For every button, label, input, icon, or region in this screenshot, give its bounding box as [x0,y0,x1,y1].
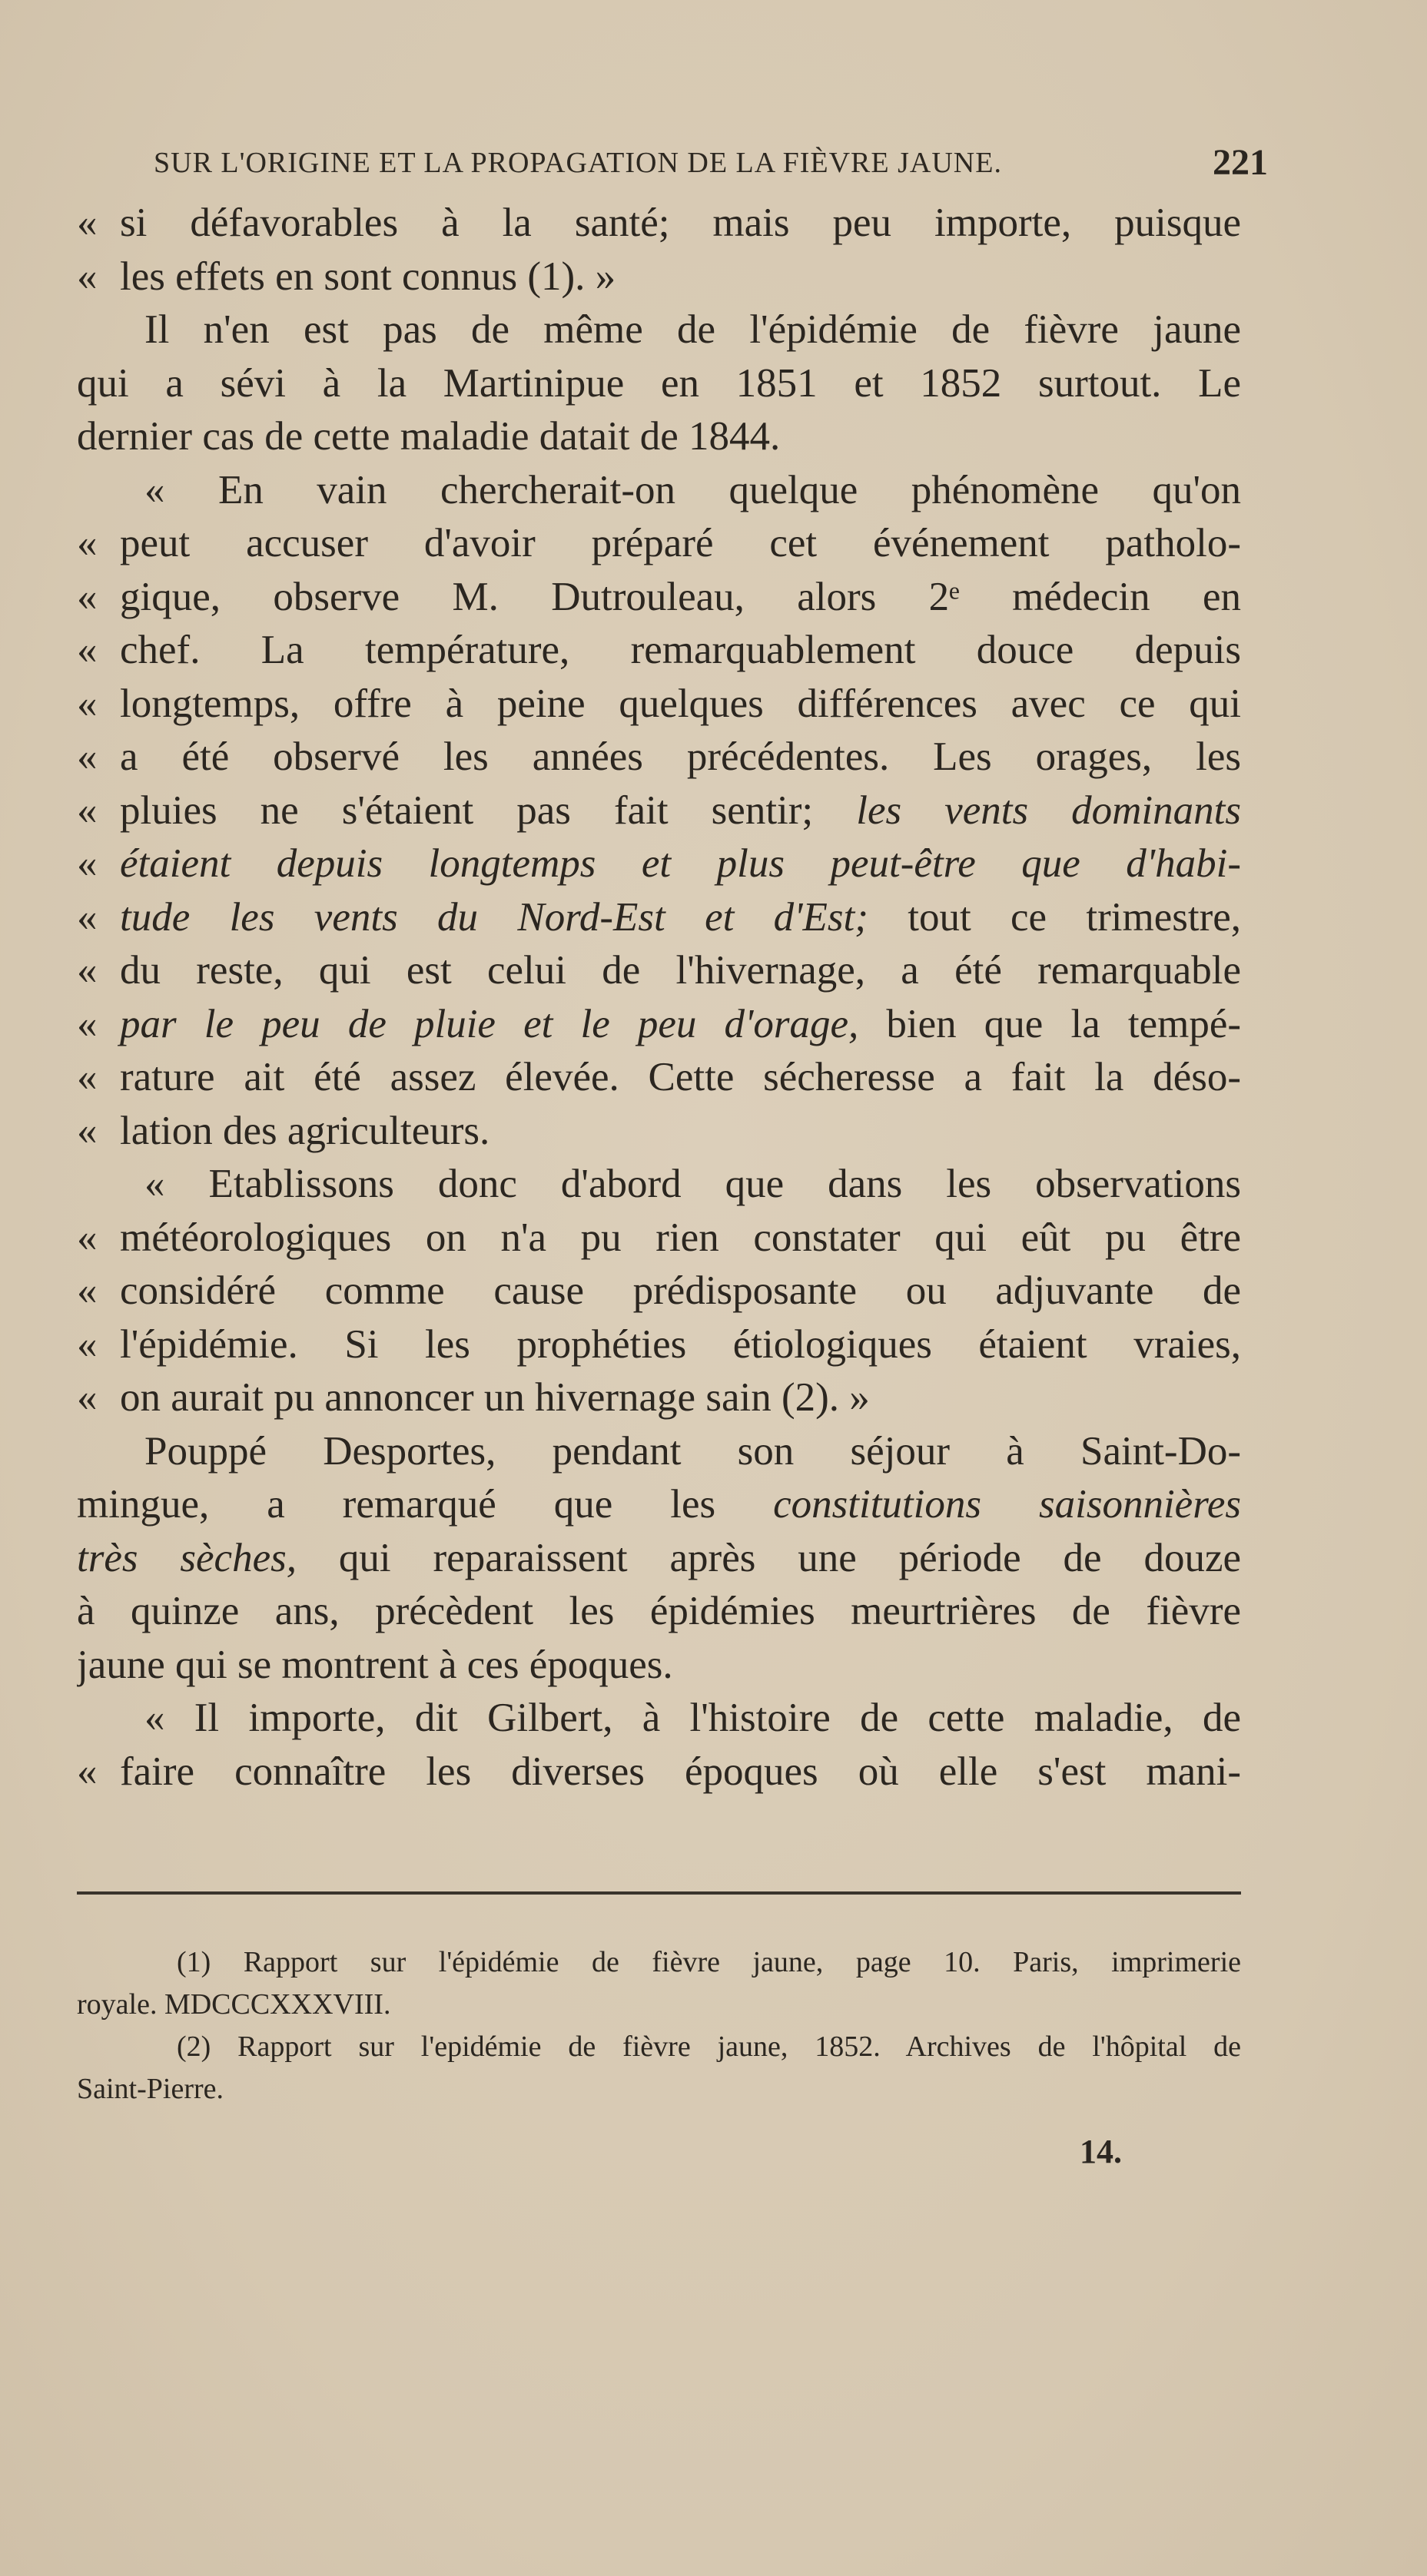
text-line: dernier cas de cette maladie datait de 1844. [77,414,781,459]
text-line: « météorologiques on n'a pu rien constater qui eût pu être [77,1212,1241,1265]
text-line: « Il importe, dit Gilbert, à l'histoire de cette maladie, de [144,1696,1241,1740]
footnote-line: Saint-Pierre. [77,2073,224,2105]
quote-mark: « [77,574,98,619]
text-line: Il n'en est pas de même de l'épidémie de fièvre jaune [144,307,1241,352]
text-line: « lation des agriculteurs. [77,1105,1241,1159]
quote-mark: « [77,681,98,726]
text-line: « faire connaître les diverses époques où elle s'est mani- [77,1746,1241,1799]
footnote-rule [77,1891,1241,1895]
text-line: « rature ait été assez élevée. Cette sécheresse a fait la déso- [77,1051,1241,1105]
text-line: « si défavorables à la santé; mais peu importe, puisque [77,197,1241,250]
text-line: mingue, a remarqué que les constitutions saisonnières [77,1482,1241,1527]
quote-mark: « [77,1001,98,1046]
text-line: « longtemps, offre à peine quelques différences avec ce qui [77,678,1241,731]
running-head: SUR L'ORIGINE ET LA PROPAGATION DE LA FIÈVRE JAUNE. [154,147,1002,179]
text-line: « peut accuser d'avoir préparé cet événement patholo- [77,517,1241,571]
quote-mark: « [77,841,98,886]
text-line: « les effets en sont connus (1). » [77,250,1241,304]
text-line: « Etablissons donc d'abord que dans les observations [144,1162,1241,1206]
text-line: « chef. La température, remarquablement douce depuis [77,624,1241,678]
text-line: « a été observé les années précédentes. Les orages, les [77,731,1241,784]
body-text [77,197,1241,1799]
quote-mark: « [77,894,98,940]
signature-mark: 14. [1080,2133,1122,2170]
quote-mark: « [77,1108,98,1153]
quote-mark: « [77,1055,98,1099]
quote-mark: « [77,1268,98,1313]
text-line: Pouppé Desportes, pendant son séjour à Saint-Do- [144,1428,1241,1474]
text-line: « étaient depuis longtemps et plus peut-être que d'habi- [77,837,1241,891]
quote-mark: « [77,1749,98,1794]
quote-mark: « [77,628,98,672]
quote-mark: « [77,521,98,565]
text-line: « par le peu de pluie et le peu d'orage, bien que la tempé- [77,998,1241,1052]
quote-mark: « [77,1375,98,1420]
quote-mark: « [77,201,98,245]
page-number: 221 [1213,142,1268,183]
footnote-line: (1) Rapport sur l'épidémie de fièvre jaune, page 10. Paris, imprimerie [177,1946,1241,1978]
quote-mark: « [77,254,98,299]
text-line: « l'épidémie. Si les prophéties étiologiques étaient vraies, [77,1318,1241,1372]
footnote-line: (2) Rapport sur l'epidémie de fièvre jaune, 1852. Archives de l'hôpital de [177,2031,1241,2063]
text-line: « on aurait pu annoncer un hivernage sain (2). » [77,1371,1241,1425]
quote-mark: « [77,1321,98,1367]
quote-mark: « [77,1215,98,1260]
text-line: jaune qui se montrent à ces époques. [77,1642,673,1687]
quote-mark: « [77,787,98,833]
footnote-line: royale. MDCCCXXXVIII. [77,1988,391,2021]
footnotes [77,1941,1241,2110]
text-line: qui a sévi à la Martinipue en 1851 et 1852 surtout. Le [77,360,1241,406]
page-header [154,142,1268,192]
quote-mark: « [77,948,98,993]
text-line: « considéré comme cause prédisposante ou adjuvante de [77,1265,1241,1318]
text-line: « gique, observe M. Dutrouleau, alors 2ᵉ médecin en [77,571,1241,625]
text-line: « En vain chercherait-on quelque phénomène qu'on [144,467,1241,512]
text-line: très sèches, qui reparaissent après une période de douze [77,1535,1241,1580]
quote-mark: « [77,734,98,779]
text-line: « pluies ne s'étaient pas fait sentir; les vents dominants [77,784,1241,838]
text-line: à quinze ans, précèdent les épidémies meurtrières de fièvre [77,1589,1241,1633]
text-line: « tude les vents du Nord-Est et d'Est; tout ce trimestre, [77,891,1241,945]
text-line: « du reste, qui est celui de l'hivernage, a été remarquable [77,944,1241,998]
